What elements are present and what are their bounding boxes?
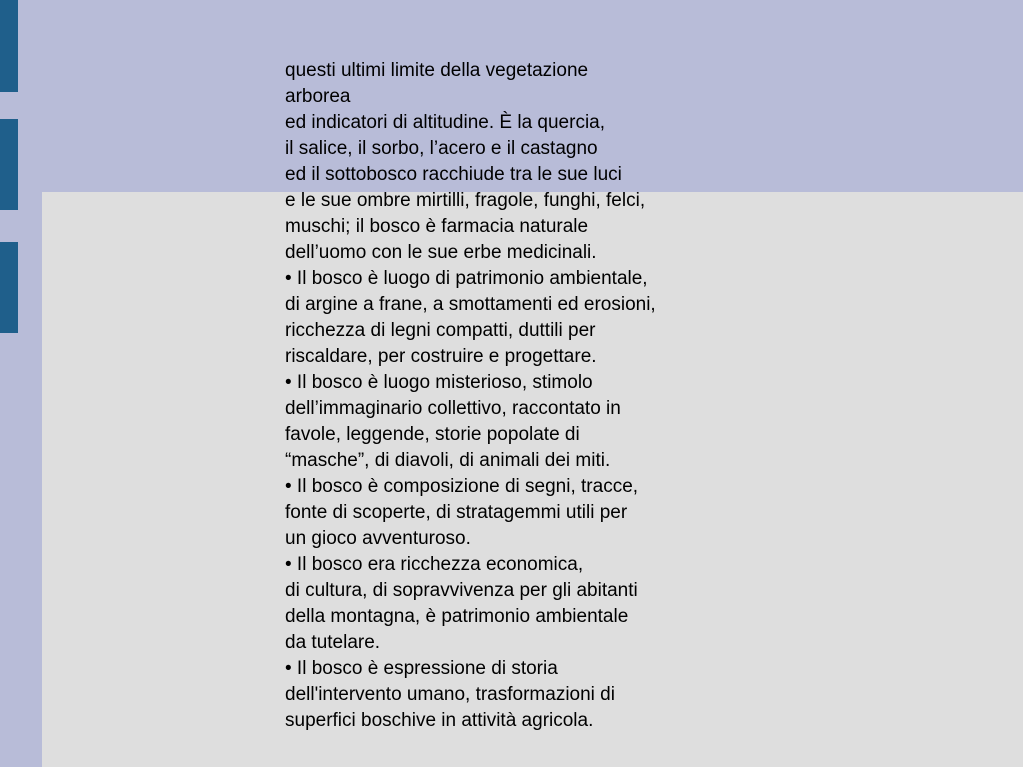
text-line: favole, leggende, storie popolate di (285, 424, 580, 445)
text-line: • Il bosco è composizione di segni, tracce, (285, 476, 639, 497)
text-line: fonte di scoperte, di stratagemmi utili per (285, 502, 628, 523)
text-line: • Il bosco era ricchezza economica, (285, 554, 584, 575)
text-line: muschi; il bosco è farmacia naturale (285, 216, 589, 237)
accent-bar-middle (0, 119, 18, 210)
text-line: • Il bosco è espressione di storia (285, 658, 558, 679)
slide-body-text (285, 58, 755, 734)
accent-bar-top (0, 0, 18, 92)
text-line: e le sue ombre mirtilli, fragole, funghi, felci, (285, 190, 646, 211)
text-line: da tutelare. (285, 632, 381, 653)
text-line: ed indicatori di altitudine. È la quercia, (285, 112, 606, 133)
text-line: questi ultimi limite della vegetazione (285, 60, 589, 81)
accent-bar-bottom (0, 242, 18, 333)
text-line: un gioco avventuroso. (285, 528, 471, 549)
text-line: superfici boschive in attività agricola. (285, 710, 594, 731)
text-line: il salice, il sorbo, l’acero e il castagno (285, 138, 598, 159)
text-line: dell'intervento umano, trasformazioni di (285, 684, 615, 705)
text-line: della montagna, è patrimonio ambientale (285, 606, 629, 627)
text-line: ed il sottobosco racchiude tra le sue luci (285, 164, 622, 185)
text-line: dell’immaginario collettivo, raccontato in (285, 398, 621, 419)
text-line: ricchezza di legni compatti, duttili per (285, 320, 596, 341)
text-line: arborea (285, 86, 351, 107)
text-line: di argine a frane, a smottamenti ed erosioni, (285, 294, 656, 315)
text-line: riscaldare, per costruire e progettare. (285, 346, 597, 367)
text-line: di cultura, di sopravvivenza per gli abitanti (285, 580, 638, 601)
text-line: • Il bosco è luogo misterioso, stimolo (285, 372, 593, 393)
text-line: dell’uomo con le sue erbe medicinali. (285, 242, 597, 263)
text-line: • Il bosco è luogo di patrimonio ambientale, (285, 268, 648, 289)
text-line: “masche”, di diavoli, di animali dei miti. (285, 450, 611, 471)
